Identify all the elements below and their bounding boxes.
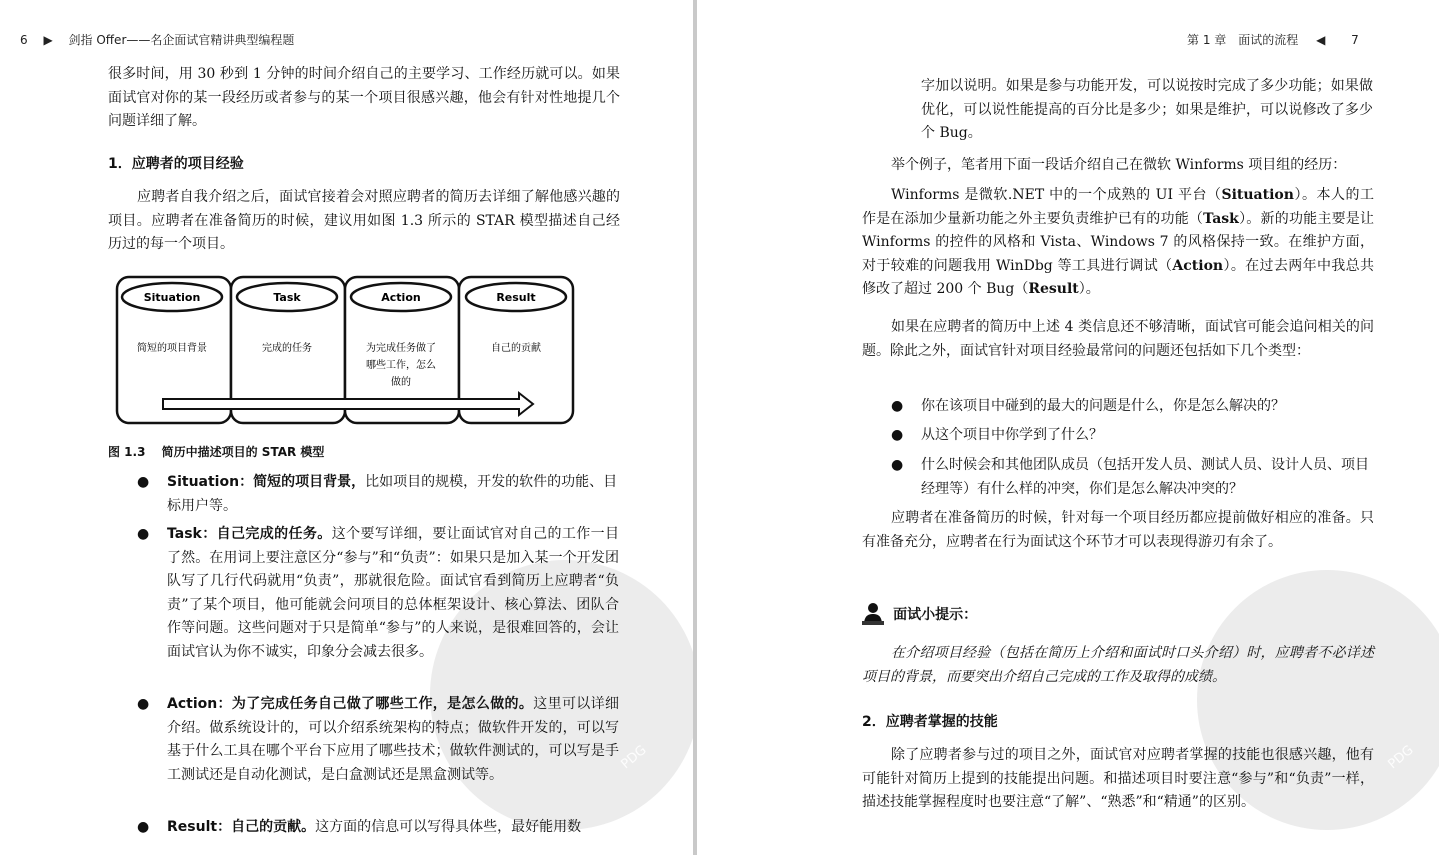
bullet-text: 比如项目的规模，开发的软件的功能、目标用户等。 (167, 474, 618, 514)
bullet-icon: ● (891, 398, 904, 414)
figure-caption-number: 图 1.3 (108, 445, 146, 459)
tip-title: 面试小提示： (893, 607, 978, 623)
left-page (0, 0, 693, 855)
bullet-result (137, 816, 619, 840)
example-text: ）。新的功能主要是让 Winforms 的控件的风格和 Vista、Windows 7 的风格保持一致。在维护方面，对于较难的问题我用 WinDbg 等工具进行调试（ (862, 210, 1375, 274)
bullet-icon: ● (137, 696, 150, 712)
bullet-task (137, 523, 619, 664)
question-item (891, 395, 1373, 419)
star-desc-task: 完成的任务 (262, 343, 312, 354)
bullet-icon: ● (891, 427, 904, 443)
bullet-action (137, 693, 619, 787)
header-arrow-icon: ◀ (1316, 33, 1326, 47)
question-item (891, 424, 1373, 448)
interviewer-icon (862, 602, 884, 626)
bullet-text: 这个要写详细，要让面试官对自己的工作一目了然。在用词上要注意区分“参与”和“负责”：如果只是加入某一个开发团队写了几行代码就用“负责”，那就很危险。面试官看到简历上应聘者“负责”了某个项目，他可能就会问项目的总体框架设计、核心算法、团队合作等问题。这些问题对于只是简单“参与”的人来说，是很难回答的，会让面试官认为你不诚实，印象分会减去很多。 (167, 526, 619, 660)
star-title-result: Result (496, 291, 536, 304)
bullet-icon: ● (137, 819, 150, 835)
example-text: Winforms 是微软.NET 中的一个成熟的 UI 平台（ (891, 187, 1222, 203)
star-keyword-situation: Situation (1221, 187, 1294, 203)
star-keyword-task: Task (1203, 210, 1239, 227)
star-keyword-action: Action (1172, 257, 1224, 274)
tip-heading (862, 602, 977, 626)
section-heading-skills: 2．应聘者掌握的技能 (862, 714, 998, 730)
star-desc-result: 自己的贡献 (491, 343, 541, 354)
skills-paragraph: 除了应聘者参与过的项目之外，面试官对应聘者掌握的技能也很感兴趣，他有可能针对简历上提到的技能提出问题。和描述项目时要注意“参与”和“负责”一样，描述技能掌握程度时也要注意“了解”、“熟悉”和“精通”的区别。 (862, 747, 1374, 810)
question-item (891, 454, 1373, 501)
continued-bullet-text: 字加以说明。如果是参与功能开发，可以说按时完成了多少功能；如果做优化，可以说性能提高的百分比是多少；如果是维护，可以说修改了多少个 Bug。 (921, 78, 1373, 141)
example-intro: 举个例子，笔者用下面一段话介绍自己在微软 Winforms 项目组的经历： (891, 157, 1347, 173)
bullet-key: Situation：简短的项目背景， (167, 474, 366, 490)
followup-paragraph: 如果在应聘者的简历中上述 4 类信息还不够清晰，面试官可能会追问相关的问题。除此之外，面试官针对项目经验最常问的问题还包括如下几个类型： (862, 319, 1374, 359)
watermark-text: PDG (1385, 742, 1417, 773)
star-desc-action-line1: 为完成任务做了 (366, 343, 436, 354)
figure-caption-text: 简历中描述项目的 STAR 模型 (161, 445, 325, 459)
star-title-action: Action (381, 291, 421, 304)
example-text: ）。本人的工作是在添加少量新功能之外主要负责维护已有的功能（ (862, 187, 1375, 227)
chapter-title: 第 1 章 面试的流程 (1187, 33, 1299, 47)
star-desc-action-line3: 做的 (391, 377, 411, 388)
star-desc-action-line2: 哪些工作，怎么 (366, 360, 436, 371)
bullet-key: Result：自己的贡献。 (167, 819, 316, 835)
section1-paragraph: 应聘者自我介绍之后，面试官接着会对照应聘者的简历去详细了解他感兴趣的项目。应聘者在准备简历的时候，建议用如图 1.3 所示的 STAR 模型描述自己经历过的每一个项目。 (108, 189, 620, 252)
bullet-key: Action：为了完成任务自己做了哪些工作，是怎么做的。 (167, 696, 534, 712)
section-heading-project-experience: 1．应聘者的项目经验 (108, 156, 244, 172)
star-title-situation: Situation (143, 291, 201, 304)
page-number: 6 (20, 33, 28, 47)
bullet-key: Task：自己完成的任务。 (167, 526, 332, 542)
question-text: 你在该项目中碰到的最大的问题是什么，你是怎么解决的？ (921, 398, 1285, 414)
star-keyword-result: Result (1028, 281, 1079, 297)
tip-text: 在介绍项目经验（包括在简历上介绍和面试时口头介绍）时，应聘者不必详述项目的背景，而要突出介绍自己完成的工作及取得的成绩。 (862, 645, 1374, 685)
figure-caption (108, 443, 324, 460)
page-header (1187, 31, 1359, 48)
star-model-figure (115, 275, 577, 427)
bullet-text: 这方面的信息可以写得具体些，最好能用数 (315, 819, 582, 835)
bullet-icon: ● (137, 474, 150, 490)
question-text: 从这个项目中你学到了什么？ (921, 427, 1103, 443)
header-arrow-icon: ▶ (43, 33, 53, 47)
bullet-situation (137, 471, 619, 518)
example-paragraph (862, 184, 1374, 302)
book-title: 剑指 Offer——名企面试官精讲典型编程题 (68, 33, 295, 47)
page-header (20, 31, 294, 48)
page-number: 7 (1351, 33, 1359, 47)
preparation-paragraph: 应聘者在准备简历的时候，针对每一个项目经历都应提前做好相应的准备。只有准备充分，应聘者在行为面试这个环节才可以表现得游刃有余了。 (862, 510, 1374, 550)
bullet-text: 这里可以详细介绍。做系统设计的，可以介绍系统架构的特点；做软件开发的，可以写基于什么工具在哪个平台下应用了哪些技术；做软件测试的，可以写是手工测试还是自动化测试，是白盒测试还是黑盒测试等。 (167, 696, 619, 783)
question-text: 什么时候会和其他团队成员（包括开发人员、测试人员、设计人员、项目经理等）有什么样的冲突，你们是怎么解决冲突的？ (921, 457, 1369, 497)
star-title-task: Task (273, 291, 301, 304)
bullet-icon: ● (891, 457, 904, 473)
star-desc-situation: 简短的项目背景 (137, 343, 207, 354)
intro-paragraph: 很多时间，用 30 秒到 1 分钟的时间介绍自己的主要学习、工作经历就可以。如果面试官对你的某一段经历或者参与的某一个项目很感兴趣，他会有针对性地提几个问题详细了解。 (108, 66, 620, 129)
example-text: ）。在过去两年中我总共修改了超过 200 个 Bug（ (862, 257, 1374, 297)
right-page (697, 0, 1439, 855)
example-text: ）。 (1078, 281, 1100, 297)
watermark-text: PDG (618, 742, 650, 773)
bullet-icon: ● (137, 526, 150, 542)
